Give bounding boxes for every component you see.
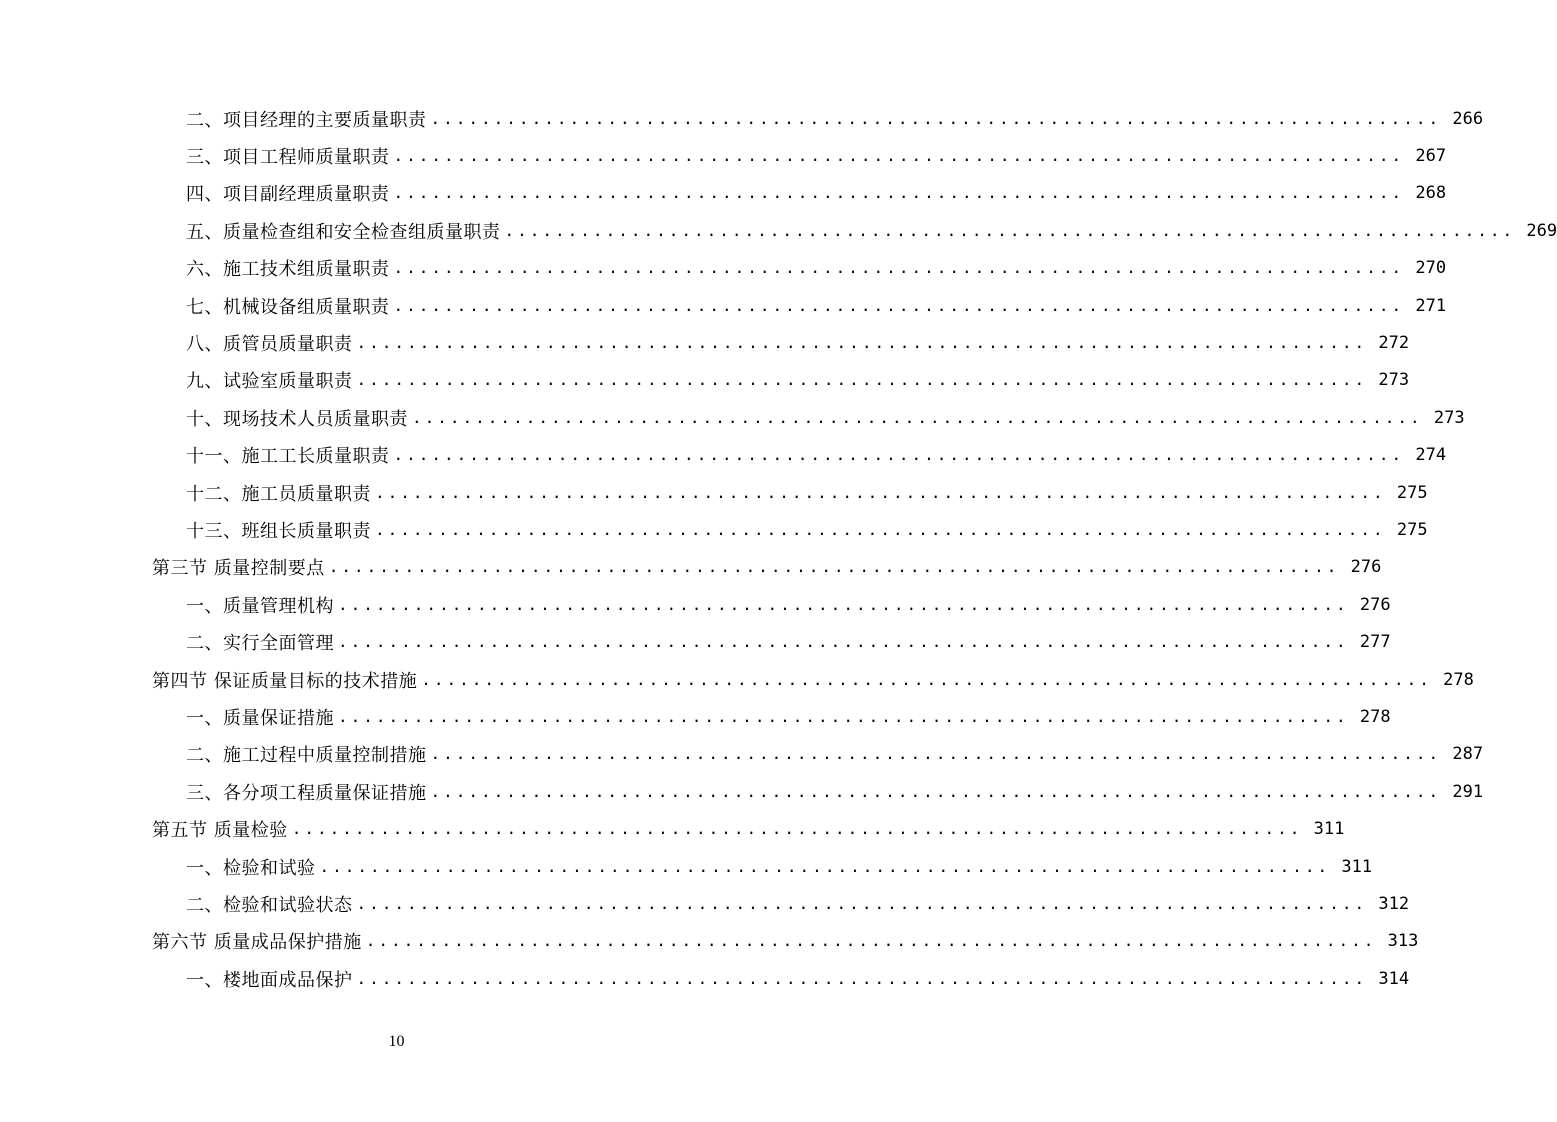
toc-entry[interactable] (0, 137, 1447, 174)
toc-entry-page: 276 (1359, 594, 1391, 615)
table-of-contents (0, 100, 1557, 997)
toc-entry-page: 269 (1526, 220, 1557, 241)
toc-entry-page: 277 (1359, 632, 1391, 653)
toc-section-entry[interactable] (0, 661, 1474, 698)
toc-dot-leader: ................................................................................ (421, 669, 1432, 689)
toc-entry-page: 273 (1378, 370, 1410, 391)
toc-entry-title: 一、质量保证措施 (186, 707, 334, 729)
toc-dot-leader: ................................................................................ (365, 931, 1377, 951)
toc-entry-page: 271 (1415, 295, 1447, 316)
toc-entry-page: 267 (1415, 146, 1447, 167)
toc-entry-title: 十三、班组长质量职责 (186, 520, 371, 542)
toc-dot-leader: ................................................................................ (375, 482, 1386, 502)
toc-entry[interactable] (0, 175, 1447, 212)
toc-dot-leader: ................................................................................ (393, 183, 1405, 203)
toc-dot-leader: ................................................................................ (338, 706, 1349, 726)
toc-entry[interactable] (0, 287, 1447, 324)
toc-entry-title: 三、各分项工程质量保证措施 (186, 782, 427, 804)
toc-entry-title: 十二、施工员质量职责 (186, 483, 371, 505)
toc-entry[interactable] (0, 773, 1484, 810)
toc-section-entry[interactable] (0, 549, 1382, 586)
toc-dot-leader: ................................................................................ (356, 333, 1368, 353)
toc-dot-leader: ................................................................................ (338, 632, 1349, 652)
toc-entry-title: 二、实行全面管理 (186, 633, 334, 655)
toc-entry-page: 313 (1387, 931, 1419, 952)
toc-entry[interactable] (0, 362, 1410, 399)
toc-dot-leader: ................................................................................ (328, 557, 1340, 577)
toc-dot-leader: ................................................................................ (430, 744, 1442, 764)
toc-dot-leader: ................................................................................ (356, 370, 1368, 390)
toc-entry-page: 311 (1313, 819, 1345, 840)
toc-entry-page: 287 (1452, 744, 1484, 765)
toc-entry-page: 274 (1415, 445, 1447, 466)
toc-entry-title: 六、施工技术组质量职责 (186, 259, 390, 281)
toc-dot-leader: ................................................................................ (412, 407, 1423, 427)
toc-entry[interactable] (0, 250, 1447, 287)
toc-dot-leader: ................................................................................ (338, 594, 1349, 614)
toc-dot-leader: ................................................................................ (430, 108, 1442, 128)
toc-entry-title: 五、质量检查组和安全检查组质量职责 (186, 221, 501, 243)
toc-entry-page: 266 (1452, 108, 1484, 129)
toc-entry[interactable] (0, 885, 1410, 922)
toc-entry-title: 第五节 质量检验 (152, 820, 288, 842)
toc-dot-leader: ................................................................................ (393, 146, 1405, 166)
page-number: 10 (388, 1033, 405, 1050)
toc-entry[interactable] (0, 100, 1484, 137)
toc-entry-page: 312 (1378, 893, 1410, 914)
toc-entry-page: 278 (1443, 669, 1474, 690)
toc-entry[interactable] (0, 960, 1410, 997)
toc-entry-title: 四、项目副经理质量职责 (186, 184, 390, 206)
toc-entry[interactable] (0, 437, 1447, 474)
toc-entry-title: 七、机械设备组质量职责 (186, 296, 390, 318)
toc-entry-title: 第六节 质量成品保护措施 (152, 932, 362, 954)
toc-dot-leader: ................................................................................ (356, 968, 1368, 988)
toc-entry-page: 278 (1359, 706, 1391, 727)
toc-entry-title: 十、现场技术人员质量职责 (186, 408, 408, 430)
toc-entry-page: 291 (1452, 781, 1484, 802)
toc-entry[interactable] (0, 474, 1428, 511)
toc-entry-title: 一、检验和试验 (186, 857, 316, 879)
toc-entry-page: 268 (1415, 183, 1447, 204)
toc-dot-leader: ................................................................................ (393, 258, 1405, 278)
toc-dot-leader: ................................................................................ (393, 445, 1405, 465)
toc-section-entry[interactable] (0, 923, 1419, 960)
toc-entry-title: 第四节 保证质量目标的技术措施 (152, 670, 418, 692)
toc-entry-page: 275 (1396, 482, 1428, 503)
toc-dot-leader: ................................................................................ (504, 220, 1516, 240)
toc-entry[interactable] (0, 511, 1428, 548)
toc-entry[interactable] (0, 399, 1465, 436)
toc-dot-leader: ................................................................................ (319, 856, 1331, 876)
toc-dot-leader: ................................................................................ (430, 781, 1442, 801)
toc-dot-leader: ................................................................................ (356, 893, 1368, 913)
toc-entry-page: 272 (1378, 333, 1410, 354)
toc-entry-page: 314 (1378, 968, 1410, 989)
toc-entry[interactable] (0, 586, 1391, 623)
toc-entry-title: 三、项目工程师质量职责 (186, 147, 390, 169)
toc-entry-page: 311 (1341, 856, 1373, 877)
toc-dot-leader: ................................................................................ (393, 295, 1405, 315)
toc-entry-page: 276 (1350, 557, 1382, 578)
toc-entry[interactable] (0, 736, 1484, 773)
toc-entry-page: 270 (1415, 258, 1447, 279)
toc-entry-title: 二、项目经理的主要质量职责 (186, 109, 427, 131)
toc-entry-title: 八、质管员质量职责 (186, 334, 353, 356)
toc-entry-page: 275 (1396, 519, 1428, 540)
toc-entry[interactable] (0, 848, 1373, 885)
toc-entry-title: 二、施工过程中质量控制措施 (186, 745, 427, 767)
toc-section-entry[interactable] (0, 810, 1345, 847)
toc-entry-title: 一、质量管理机构 (186, 595, 334, 617)
toc-entry[interactable] (0, 623, 1391, 660)
toc-entry-title: 十一、施工工长质量职责 (186, 446, 390, 468)
toc-dot-leader: ................................................................................ (291, 819, 1303, 839)
toc-entry-title: 二、检验和试验状态 (186, 894, 353, 916)
toc-entry[interactable] (0, 212, 1557, 249)
toc-entry-title: 九、试验室质量职责 (186, 371, 353, 393)
toc-entry-page: 273 (1433, 407, 1465, 428)
toc-dot-leader: ................................................................................ (375, 519, 1386, 539)
toc-entry[interactable] (0, 698, 1391, 735)
toc-entry[interactable] (0, 324, 1410, 361)
toc-entry-title: 一、楼地面成品保护 (186, 969, 353, 991)
toc-entry-title: 第三节 质量控制要点 (152, 558, 325, 580)
